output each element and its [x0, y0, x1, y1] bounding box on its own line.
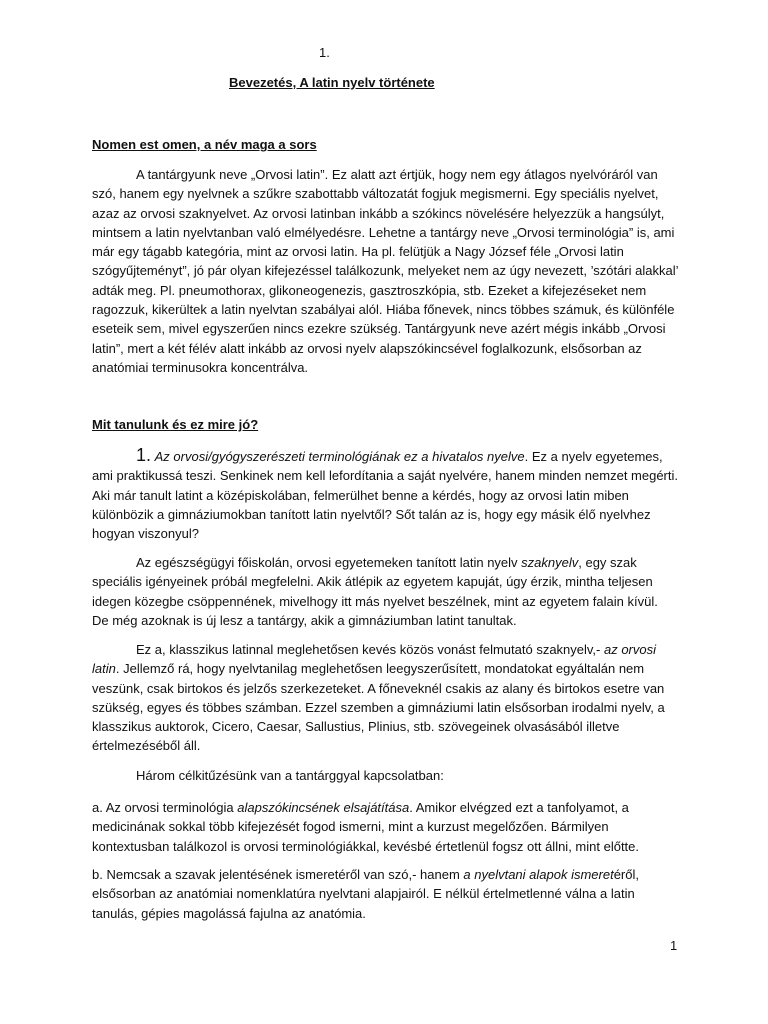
paragraph-5: [92, 798, 678, 856]
paragraph-text: Az egészségügyi főiskolán, orvosi egyetemeken tanított latin nyelv: [136, 555, 522, 570]
emphasis-text: szaknyelv: [521, 555, 579, 570]
emphasis-text: az orvosi latin: [92, 642, 657, 677]
document-page: [92, 0, 678, 1024]
paragraph-text: . Jellemző rá, hogy nyelvtanilag meglehetősen leegyszerűsített, mondatokat egyáltalán nem veszünk, csak birtokos és jelzős szerkezeteket. A főneveknél csakis az alany és birtokos esetre van szükség, egyes és többes számban. Ezzel szemben a gimnáziumi latin elsősorban irodalmi nyelv, a klasszikus auktorok, Cicero, Caesar, Sallustius, Plinius, stb. szövegeinek olvasásából illetve értelmezéséből áll.: [92, 661, 665, 754]
paragraph-text: a. Az orvosi terminológia: [92, 800, 238, 815]
paragraph-intro: A tantárgyunk neve „Orvosi latin”. Ez alatt azt értjük, hogy nem egy átlagos nyelvóráról van szó, hanem egy nyelvnek a szűkre szabottabb változatát fogjuk megismerni. Egy speciális nyelvet, azaz az orvosi szaknyelvet. Az orvosi latinban inkább a szókincs növelésére helyezzük a hangsúlyt, mintsem a latin nyelvtanban való elmélyedésre. Lehetne a tantárgy neve „Orvosi terminológia” is, ami már egy tágabb kategória, mint az orvosi latin. Ha pl. felütjük a Nagy József féle „Orvosi latin szógyűjteményt”, jó pár olyan kifejezéssel találkozunk, melyeket nem az úgy nevezett, ’szótári alakkal’ adták meg. Pl. pneumothorax, glikoneogenezis, gasztroszkópia, stb. Ezeket a kifejezéseket nem ragozzuk, kikerültek a latin nyelvtan szabályai alól. Hiába főnevek, nincs többes számuk, és különféle eseteik sem, mivel egyszerűen nincs ezekre szükség. Tantárgyunk neve azért mégis inkább „Orvosi latin”, mert a két félév alatt inkább az orvosi nyelv alapszókincsével foglalkozunk, elsősorban az anatómiai terminusokra koncentrálva.: [92, 167, 679, 375]
paragraph-text: b. Nemcsak a szavak jelentésének ismeretéről van szó,- hanem: [92, 867, 464, 882]
paragraph-text: éről: [613, 867, 636, 882]
paragraph-1: [92, 446, 678, 543]
list-number: 1.: [136, 445, 152, 465]
paragraph-text: , elsősorban az anatómiai nomenklatúra nyelvtani alapjairól. E nélkül értelmetlenné válna a latin tanulás, gépies magolássá fajulna az anatómia.: [92, 867, 640, 921]
chapter-number: 1.: [319, 45, 330, 60]
paragraph-4: Három célkitűzésünk van a tantárggyal kapcsolatban:: [136, 768, 444, 783]
paragraph-text: , egy szak speciális igényeinek próbál megfelelni. Akik átlépik az egyetem kapuját, úgy érzik, mintha teljesen idegen közegbe csöppennének, mivelhogy itt más nyelvet beszélnek, mint az egyetem falain kívül. De még azoknak is új lesz a tantárgy, akik a gimnáziumban latint tanultak.: [92, 555, 658, 628]
paragraph-text: . Amikor elvégzed ezt a tanfolyamot, a medicinának sokkal több kifejezését fogod ismerni, mint a kurzust megelőzően. Bármilyen kontextusban találkozol is orvosi terminológiákkal, kevésbé értetlenül fogsz ott állni, mint előtte.: [92, 800, 640, 854]
paragraph-3: [92, 640, 678, 756]
section-heading-mit-tanulunk: Mit tanulunk és ez mire jó?: [92, 417, 259, 432]
emphasis-text: Az orvosi/gyógyszerészeti terminológiának ez a hivatalos nyelve: [154, 449, 525, 464]
chapter-title: Bevezetés, A latin nyelv története: [229, 75, 435, 90]
emphasis-text: a nyelvtani alapok ismeret: [463, 867, 614, 882]
paragraph-text: Ez a, klasszikus latinnal meglehetősen kevés közös vonást felmutató szaknyelv,-: [136, 642, 604, 657]
paragraph-2: [92, 553, 678, 630]
page-number: 1: [670, 938, 678, 953]
section-heading-nomen: Nomen est omen, a név maga a sors: [92, 137, 317, 152]
paragraph-6: [92, 865, 678, 923]
emphasis-text: alapszókincsének elsajátítása: [237, 800, 410, 815]
paragraph-text: . Ez a nyelv egyetemes, ami praktikussá teszi. Senkinek nem kell lefordítania a saját nyelvére, hanem minden nemzet megérti. Aki már tanult latint a középiskolában, felmerülhet benne a kérdés, hogy az orvosi latin miben különbözik a gimnáziumokban tanított latin nyelvtől? Sőt talán az is, hogy egy másik élő nyelvhez hogyan viszonyul?: [92, 449, 679, 542]
